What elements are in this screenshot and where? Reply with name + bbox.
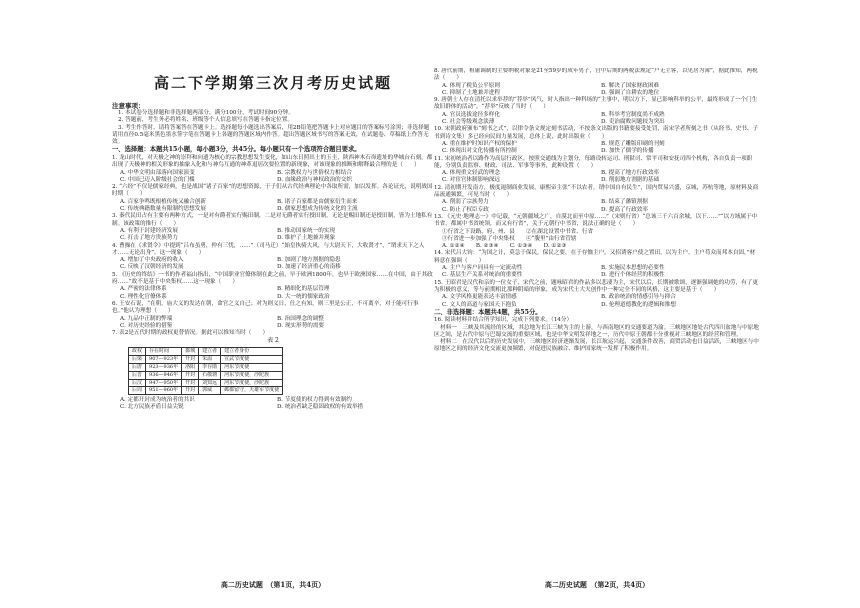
- table-cell: 李存勖: [199, 364, 221, 372]
- answer-option: ①行省之下设路、府、州、县 ②在湖北设置中书省、行省: [442, 228, 594, 235]
- table-header-row: [129, 348, 283, 356]
- table-cell: 后汉: [129, 379, 146, 387]
- page-left: [112, 68, 434, 590]
- table-row: [129, 371, 283, 379]
- answer-option: A. 重在维护时知识产权的保护: [442, 140, 517, 147]
- table-cell: 936—946年: [146, 371, 182, 379]
- answer-option: C. 传统典籍数量有限制约思想发展: [120, 206, 206, 213]
- page-footer-right: 高二历史试题 （第2页，共4页）: [544, 580, 650, 589]
- answer-options: [112, 199, 434, 214]
- question-stem: 11. 宋初统治者以路作为高层行政区，按照交通线为主划分，每路设转运司、刑狱司、常平司和安抚司四个机构，各自负责一项职能，分别负责监察、财政、司法、军事等事务，此种设置（ ）: [434, 155, 753, 169]
- section-1-heading: 一、选择题：本题共15小题，每小题3分，共45分。每小题只有一个选项符合题目要求。: [112, 146, 361, 154]
- answer-option: C. 体现出对文化传播有所控制: [442, 148, 517, 155]
- answer-option: A. 主户与客户同具有一定流动性: [442, 265, 523, 272]
- question-block: [112, 155, 434, 184]
- answer-options: [112, 316, 434, 331]
- answer-option: D. 吏治腐败问题较为突出: [601, 119, 665, 126]
- questions-right: [434, 68, 760, 309]
- answer-option: C. 抑制了土地兼并进程: [442, 89, 500, 96]
- answer-option: A. 九品中正制的弊端: [120, 315, 173, 322]
- answer-option: D. 提高了行政效率: [601, 206, 648, 213]
- notes-heading: 注意事项：: [112, 102, 145, 110]
- table-cell: 开封: [182, 379, 199, 387]
- answer-option: B. 精细化的基层管理: [277, 286, 330, 293]
- table-cell: 石敬瑭: [199, 371, 221, 379]
- answer-option: A. 文学风格更能表达丰富情感: [442, 294, 517, 301]
- question-stem: 12. 清初期开发南方，极度遏制商业发展，康熙帝主张“不以农者，谓中国自有民生”，国内贸易兴盛，京城，苏杭等地，原材料及商品流通频繁，可见当时（ ）: [434, 184, 759, 199]
- answer-options: [112, 170, 434, 185]
- answer-option: D. 进行个体经营的积极性: [601, 272, 665, 279]
- table-header-cell: 政权: [129, 348, 146, 356]
- table-cell: 开封: [182, 387, 199, 395]
- answer-option: C. 文人的高道与家国天下抱负: [442, 301, 517, 308]
- question-stem: 6. 王安石说，“在朝，庙大义的发达在朝，命官之义自己；对为则义日，仕之有知，则三里是公正，不可离辛，对于能可行事也。”他认为理想（ ）: [112, 300, 419, 315]
- page-title: 高二下学期第三次月考历史试题: [153, 74, 392, 92]
- answer-option: ③行省进一步加强了中央集权 ④“腹里”由行省管辖: [442, 235, 577, 242]
- question-stem: 4. 曹操在《求贤令》中提到“吕布虽勇，仲有三忧，……”（司马迁）“始皇执骑大风，与大尉天下，大收贤才”，“谓求天下之人才……无论出身”。这一现象（ ）: [112, 242, 425, 256]
- answer-option: A. 有利于封建经济发展: [120, 227, 178, 234]
- answer-option: A. 体现重文轻武的理念: [442, 170, 500, 177]
- question-block: [112, 330, 434, 412]
- table-header-cell: 都城: [182, 348, 199, 356]
- answer-option: B. 节度使的权力得到有效制约: [277, 397, 352, 404]
- notes-item: 3. 考生作答时，请将答案答在答题卡上。选择题每小题选出答案后，用2B铅笔把答题卡上对应题目的答案标号涂黑；非选择题请用直径0.5毫米黑色墨水签字笔在答题卡上各题的答题区域内作答。超出答题区域书写的答案无效，在试题卷、草稿纸上作答无效。: [112, 124, 430, 146]
- question-stem: 2. “六经”不仅是儒家经典，也是战国“诸子百家”的思想资源，于子们从古代经典理论中各取所需，加以发挥。各论证充，说明战国时期（ ）: [112, 184, 433, 198]
- answer-option: B. 宗教权力与世俗权力相结合: [277, 169, 352, 176]
- table-cell: 947—950年: [146, 379, 182, 387]
- answer-options: [434, 229, 760, 251]
- answer-option: A. 体现了税负公平原则: [442, 82, 500, 89]
- answer-option: C. 基层生产关系对统治的重要性: [442, 272, 523, 279]
- answer-options: [434, 112, 760, 127]
- table-cell: 邺都留守，天雄军节度使: [221, 387, 283, 395]
- answer-options: [434, 199, 760, 214]
- table-cell: 洛阳: [182, 364, 199, 372]
- answer-option: A. 定都开封成为统治者的共识: [120, 397, 195, 404]
- question-stem: 1. 龙山时代，对天极之神的崇拜和向遗为核心的宗教思想发生变化，如山东日照出土的玉圭，陕西神木石峁遗址的华城台石刻，都出现了天极神的相关形象的抽象入化和与神鸟互通的神革退居次要位置的新现象，对该现象的推断和解释最合理的是（ ）: [112, 154, 433, 169]
- material-2: 材料二 在汉代以后的历史发展中，三峡地区经济逐渐发展，长江航运兴起，交通条件改善，商贸活动也日益活跃，三峡地区与中原地区之间的经济文化交流更加频繁，对促进民族融合、维护国家统一发挥了积极作用。: [434, 339, 759, 353]
- answer-option: B. 治国理念的调整: [277, 315, 324, 322]
- table-header-cell: 建立者身份: [221, 348, 283, 356]
- answer-option: D. 伦理道德教化的逻辑和推想: [601, 301, 676, 308]
- table-cell: 951—960年: [146, 387, 182, 395]
- answer-option: C. 社会等级观念淡薄: [442, 119, 495, 126]
- answer-options: [434, 170, 760, 185]
- question-block: [112, 301, 434, 330]
- answer-option: C. 对宦官体制影响深远: [442, 177, 500, 184]
- question-16-stem: 16. 阅读材料并结合所学知识，完成下列要求。（14分）: [434, 317, 573, 324]
- table-cell: 河东节度使: [221, 364, 283, 372]
- table-cell: 开封: [182, 371, 199, 379]
- answer-option: A. 增加了中央政府的收入: [120, 257, 184, 264]
- question-block: [434, 214, 760, 250]
- answer-option: B. 诸子百家都是由儒家衍生而来: [277, 198, 358, 205]
- answer-option: A. 官员选拔途径多样化: [442, 111, 500, 118]
- section-2-heading: 二、非选择题：本题共4题，共55分。: [434, 308, 542, 316]
- answer-option: C. 北方民族矛盾日益尖锐: [120, 404, 184, 411]
- answer-option: D. 大一统的儒家政治: [277, 293, 330, 300]
- answer-options: [112, 397, 434, 412]
- question-stem: 8. 唐代前期，租庸调制的主要纳税对象是21至59岁的成年男子，宫中后期的两税法规定“户无主客，以见居为簿”，据此推知，两税法（ ）: [434, 68, 758, 82]
- question-block: [434, 280, 760, 309]
- answer-option: D. 儒家思想成为传统文化的主流: [277, 206, 358, 213]
- answer-option: A. 百家争鸣既根植传统又融合创新: [120, 198, 206, 205]
- question-block: [112, 272, 434, 301]
- question-stem: 10. 宋朝政府颁布“刻书之式”，以律令条文规定刻书活动，不按条文出版的书籍要接受处罚，南宋学者所刻之书（从经书、史书、子书到诗文集）多已经向民间力量发展，总体上说，此时出版业（ ）: [434, 126, 759, 140]
- answer-option: D. 强调了自耕农的地位: [601, 89, 660, 96]
- table-row: [129, 379, 283, 387]
- question-stem: 14. 宋代吕大钧：“为国之计，莫急于保民，保民之要，在于存恤主户，又招诱客户使之置田，以为主户。主户苟众而邦本自固，”材料意在强调（ ）: [434, 250, 756, 264]
- notes-item: 1. 本试卷分选择题和非选择题两部分，满分100分，考试时间90分钟。: [118, 110, 294, 116]
- table-header-cell: 存在时间: [146, 348, 182, 356]
- answer-option: B. 加剧了地方割据的隐患: [277, 257, 341, 264]
- question-block: [112, 243, 434, 272]
- question-stem: 5. 《历史的终结》一书的作者福山指出，“中国职业官僚体制在此之前，早于欧洲1800年，也早于欧洲国家……在中国，由于其政府……”故不是基于中央集权……这一现象（ ）: [112, 271, 433, 286]
- answer-option: C. 防止了权臣专政: [442, 206, 489, 213]
- notes-item: 2. 答题前，考生务必将姓名、班级等个人信息填写在答题卡指定位置。: [118, 117, 293, 124]
- table-cell: 河东节度使，沙陀族: [221, 379, 283, 387]
- questions-left: [112, 155, 434, 412]
- material-1: 材料一 三峡及其流经的区域，其总地为长江三峡为主的上游，与西南地区的交通要道为渝。三峡地区地处古代四川盆地与中原地区之间，是古代中原与巴蜀交流的重要区域，也是中华文明发祥地之一，历代中原王朝都十分重视对三峡地区的经营和管理。: [434, 324, 759, 338]
- page-footer-left: 高二历史试题 （第1页，共4页）: [220, 580, 326, 589]
- answer-option: D. 维护了土地兼并现象: [277, 235, 336, 242]
- table-cell: 刘知远: [199, 379, 221, 387]
- era-table: [128, 347, 283, 395]
- table-cell: 907—923年: [146, 356, 182, 364]
- answer-option: C. 对历史经验的借鉴: [120, 322, 173, 329]
- answer-option: A. ①②④ B. ②③④ C. ①③④ D. ①②③: [442, 243, 567, 250]
- question-stem: 15. 王昭君是汉代和亲的一位女子，宋代之前，题咏昭君的作品多以悲凄为主，宋代以后，长期被歌颂，逐渐强调她的功劳，有了更为积极的意义，等与前期相比那种阴暗的形象，成为宋代士大夫创作中一种完全不同的风格，这主要是基于（ ）: [434, 279, 758, 293]
- answer-option: D. 血缘政治与神权政治的交织: [277, 176, 352, 183]
- question-block: [434, 68, 760, 97]
- answer-option: D. 削弱地方割据的基础: [601, 177, 660, 184]
- table-cell: 后周: [129, 387, 146, 395]
- page-right: [434, 68, 760, 590]
- answer-options: [434, 265, 760, 280]
- answer-option: B. 解决了国家财政困难: [601, 82, 660, 89]
- answer-options: [434, 294, 760, 309]
- answer-option: A. 严密的法律体系: [120, 286, 167, 293]
- answer-option: B. 科举考官制度尚不成熟: [601, 111, 665, 118]
- answer-option: B. 推动国家统一的实现: [277, 227, 336, 234]
- notes-list: [112, 110, 434, 146]
- question-block: [434, 126, 760, 155]
- table-cell: 923—936年: [146, 364, 182, 372]
- answer-option: B. 规范了雕版印刷的刊刻: [601, 140, 665, 147]
- question-block: [434, 250, 760, 279]
- answer-option: B. 提高了地方行政效率: [601, 170, 660, 177]
- question-stem: 13. 《元史·地理志一》中记载，“元朝疆域之广，自漠北而至中原……”（宋则行省）“总该三千六百余城，以下……”“以方域属于中书省，都属中书省统领，而又有行省”，关于元朝行中书省，说法正确的是（ ）: [434, 213, 758, 228]
- question-block: [112, 184, 434, 213]
- table-row: [129, 364, 283, 372]
- question-stem: 9. 唐朝士人存在清托以求举荐的“荐举”风气，时人指出一种科场的“主事中，明以方下，显已影响科举的公平，最终形成了一个门生故旧群体的活动”，“荐举”反映了当时（ ）: [434, 97, 758, 111]
- question-block: [434, 185, 760, 214]
- answer-options: [434, 141, 760, 156]
- table-cell: 河东节度使，沙陀族: [221, 371, 283, 379]
- table-cell: 朱温: [199, 356, 221, 364]
- answer-options: [434, 83, 760, 98]
- answer-option: D. 现实形势的需要: [277, 322, 324, 329]
- question-block: [434, 156, 760, 185]
- table-cell: 郭威: [199, 387, 221, 395]
- answer-option: A. 中华文明由部落向国家演变: [120, 169, 195, 176]
- answer-option: C. 中国已迈入阶级社会的门槛: [120, 176, 195, 183]
- answer-option: A. 削弱了宗族势力: [442, 199, 489, 206]
- table-row: [129, 356, 283, 364]
- answer-option: D. 统治者缺乏稳固政权的有效举措: [277, 404, 364, 411]
- question-stem: 7. 表2是五代时期的政权更替情况。据此可以推知当时（ ）: [112, 330, 269, 337]
- answer-options: [112, 228, 434, 243]
- answer-option: D. 加快了儒学的传播: [601, 148, 654, 155]
- table-cell: 后梁: [129, 356, 146, 364]
- table-cell: 后晋: [129, 371, 146, 379]
- table-cell: 后唐: [129, 364, 146, 372]
- answer-options: [112, 286, 434, 301]
- answer-option: C. 打击了地方贵族势力: [120, 235, 178, 242]
- answer-option: C. 反映了汉朝经济的发展: [120, 264, 184, 271]
- answer-option: B. 实施民本思想的必要性: [601, 265, 665, 272]
- question-block: [112, 213, 434, 242]
- question-stem: 3. 秦代民田占有主要有两种方式，一是对有爵者实行赐田制，二是对无爵者实行授田制，无论是赐田制还是授田制，皆为土地私有制。该政策的推行（ ）: [112, 213, 433, 227]
- table-cell: 开封: [182, 356, 199, 364]
- table-header-cell: 建立者: [199, 348, 221, 356]
- table-cell: 宣武节度使: [221, 356, 283, 364]
- question-block: [434, 97, 760, 126]
- table-row: [129, 387, 283, 395]
- answer-option: B. 政治统治的情感引导与抑合: [601, 294, 676, 301]
- answer-option: C. 理性化官僚体系: [120, 293, 167, 300]
- answer-option: B. 结束了藩镇割据: [601, 199, 648, 206]
- answer-options: [112, 257, 434, 272]
- table-caption: 表 2: [267, 337, 279, 345]
- answer-option: D. 加速了经济重心的南移: [277, 264, 341, 271]
